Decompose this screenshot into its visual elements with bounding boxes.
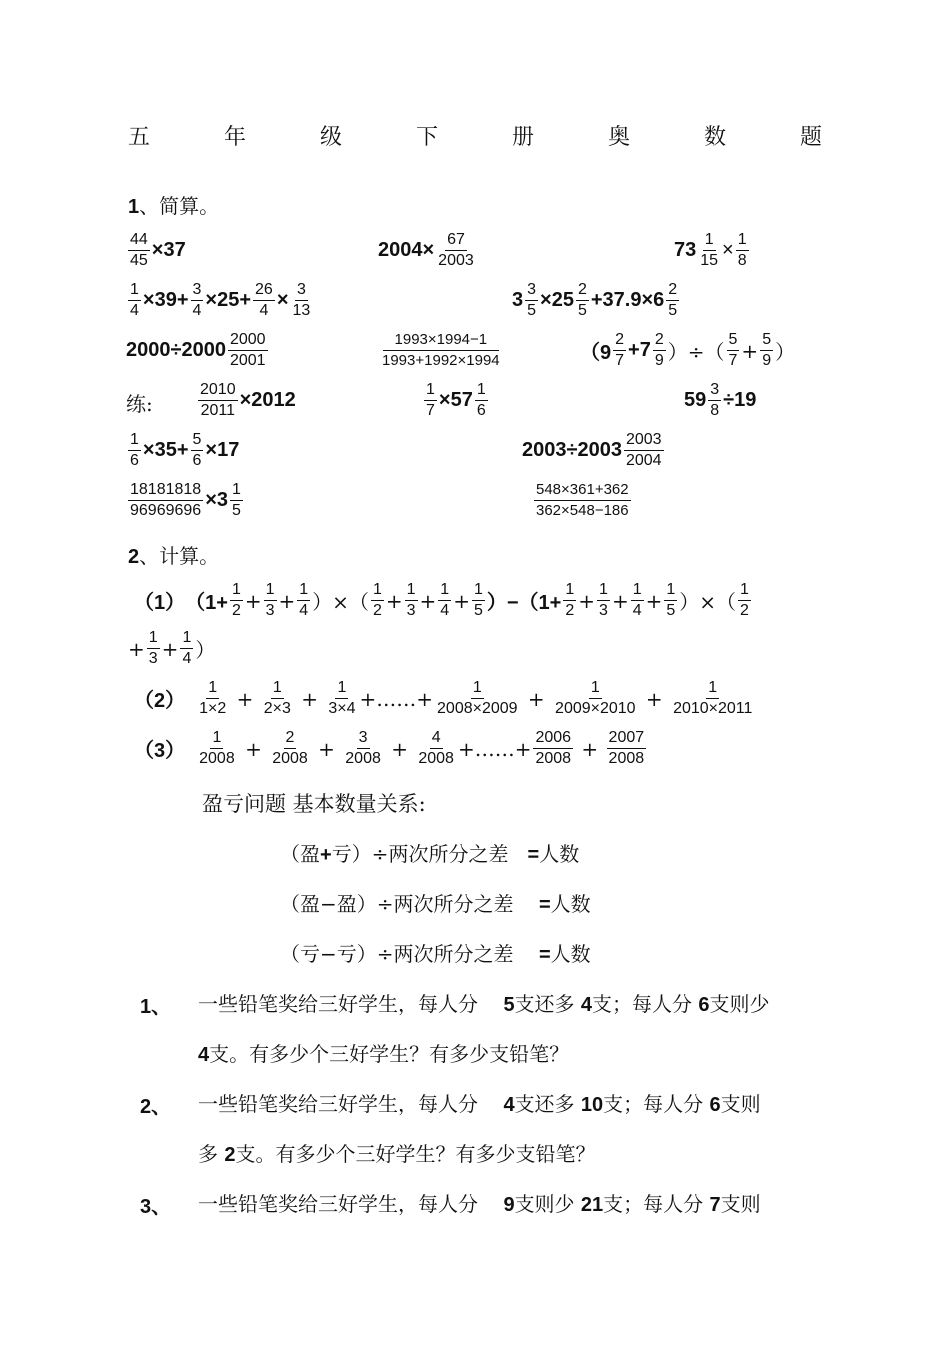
calc-1-line2: + $\frac{1}{3}$ + $\frac{1}{4}$ ） (128, 629, 216, 667)
problem-number: 1、 (140, 996, 172, 1018)
expr-1a: $\frac{44}{45}$ ×37 (130, 231, 186, 269)
expr-3c: （9 $\frac{2}{7}$ +7 $\frac{2}{9}$ ）÷（ $\frac{5}{7}$ + $\frac{5}{9}$ ） (580, 331, 796, 369)
title-char: 年 (224, 125, 247, 150)
expr-6b: $\frac{548\times 361+362}{362\times 548-186}$ (536, 481, 629, 519)
expr-6a: $\frac{18181818}{96969696}$ ×3 $\frac{1}{5}$ (130, 481, 241, 519)
expr-1c: 73 $\frac{1}{15}$ × $\frac{1}{8}$ (674, 231, 747, 269)
surplus-rule: （亏−亏）÷两次所分之差 =人数 (280, 942, 591, 966)
expr-1b: 2004× $\frac{67}{2003}$ (378, 231, 474, 269)
surplus-rule: （盈+亏）÷两次所分之差 =人数 (280, 842, 580, 866)
expr-2b: 3 $\frac{3}{5}$ ×25 $\frac{2}{5}$ +37.9×6 $\frac{2}{5}$ (512, 281, 678, 319)
title-char: 奥 (608, 125, 631, 150)
practice-label: 练: (126, 392, 153, 416)
title-char: 册 (512, 125, 535, 150)
expr-3b: $\frac{1993\times 1994-1}{1993+1992\times 1994}$ (382, 331, 500, 369)
problem-number: 2、 (140, 1096, 172, 1118)
surplus-heading: 盈亏问题 基本数量关系: (202, 792, 426, 816)
problem-text: 4支。有多少个三好学生？有多少支铅笔？ (198, 1042, 570, 1066)
calc-1-line1: （1） （1+ $\frac{1}{2}$ + $\frac{1}{3}$ + $\frac{1}{4}$ ）×（ $\frac{1}{2}$ + $\frac{1}{3}$ + $\frac{1}{4}$ + $\frac{1}{5}$ ）−（1+ $\frac{1}{2}$ + $\frac{1}{3}$ + $\frac{1}{4}$ + $\frac{1}{5}$ ）×（ $\frac{1}{2}$ (134, 581, 749, 619)
title-char: 题 (800, 125, 823, 150)
section2-heading: 2、计算。 (128, 544, 220, 568)
section1-heading: 1、简算。 (128, 194, 220, 218)
title-char: 五 (128, 125, 151, 150)
problem-text: 一些铅笔奖给三好学生，每人分 9支则少 21支；每人分 7支则 (198, 1192, 761, 1216)
problem-number: 3、 (140, 1196, 172, 1218)
problem-text: 一些铅笔奖给三好学生，每人分 5支还多 4支；每人分 6支则少 (198, 992, 770, 1016)
calc-2: （2） $\frac{1}{1\times 2}$ + $\frac{1}{2\times 3}$ + $\frac{1}{3\times 4}$ +……+ $\frac{1}{2008\times 2009}$ + $\frac{1}{2009\times 2010}$ + $\frac{1}{2010\times 2011}$ (134, 679, 753, 717)
problem-text: 一些铅笔奖给三好学生，每人分 4支还多 10支；每人分 6支则 (198, 1092, 761, 1116)
expr-4c: 59 $\frac{3}{8}$ ÷19 (684, 381, 757, 419)
surplus-rule: （盈−盈）÷两次所分之差 =人数 (280, 892, 591, 916)
expr-5a: $\frac{1}{6}$ ×35+ $\frac{5}{6}$ ×17 (130, 431, 240, 469)
title-char: 级 (320, 125, 343, 150)
problem-text: 多 2支。有多少个三好学生？有多少支铅笔？ (198, 1142, 596, 1166)
expr-3a: 2000÷2000 $\frac{2000}{2001}$ (126, 331, 266, 369)
expr-4a: $\frac{2010}{2011}$ ×2012 (200, 381, 296, 419)
title-char: 数 (704, 125, 727, 150)
expr-5b: 2003÷2003 $\frac{2003}{2004}$ (522, 431, 662, 469)
expr-4b: $\frac{1}{7}$ ×57 $\frac{1}{6}$ (426, 381, 486, 419)
title-char: 下 (416, 125, 439, 150)
calc-3: （3） $\frac{1}{2008}$ + $\frac{2}{2008}$ + $\frac{3}{2008}$ + $\frac{4}{2008}$ +……+ $\frac{2006}{2008}$ + $\frac{2007}{2008}$ (134, 729, 645, 767)
expr-2a: $\frac{1}{4}$ ×39+ $\frac{3}{4}$ ×25+ $\frac{26}{4}$ × $\frac{3}{13}$ (130, 281, 311, 319)
